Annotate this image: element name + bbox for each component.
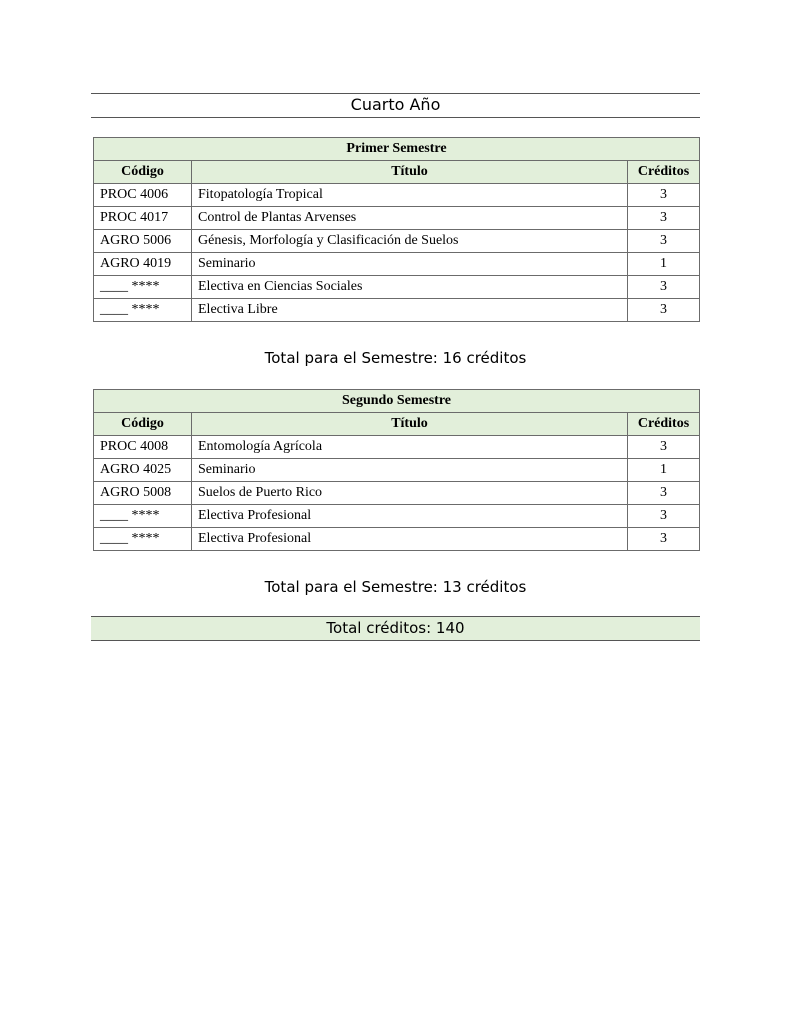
table-row <box>94 253 700 276</box>
course-code: AGRO 4019 <box>94 253 192 276</box>
course-code: PROC 4008 <box>94 436 192 459</box>
course-credits: 3 <box>628 276 700 299</box>
table-row <box>94 276 700 299</box>
course-code: ____ **** <box>94 528 192 551</box>
semester-total: Total para el Semestre: 16 créditos <box>264 349 527 367</box>
course-title: Seminario <box>192 459 628 482</box>
table-row <box>94 482 700 505</box>
course-code: AGRO 4025 <box>94 459 192 482</box>
course-title: Seminario <box>192 253 628 276</box>
course-credits: 3 <box>628 230 700 253</box>
semester-total: Total para el Semestre: 13 créditos <box>264 578 527 596</box>
course-credits: 1 <box>628 459 700 482</box>
column-header-credits: Créditos <box>628 413 700 436</box>
table-row <box>94 184 700 207</box>
course-code: AGRO 5008 <box>94 482 192 505</box>
table-row <box>94 230 700 253</box>
year-title: Cuarto Año <box>91 93 700 118</box>
course-credits: 1 <box>628 253 700 276</box>
course-code: ____ **** <box>94 276 192 299</box>
course-title: Control de Plantas Arvenses <box>192 207 628 230</box>
table-row <box>94 436 700 459</box>
table-row <box>94 505 700 528</box>
course-title: Génesis, Morfología y Clasificación de Suelos <box>192 230 628 253</box>
course-code: PROC 4006 <box>94 184 192 207</box>
course-code: ____ **** <box>94 505 192 528</box>
course-title: Electiva Profesional <box>192 528 628 551</box>
course-credits: 3 <box>628 528 700 551</box>
course-credits: 3 <box>628 299 700 322</box>
course-code: AGRO 5006 <box>94 230 192 253</box>
grand-total: Total créditos: 140 <box>91 616 700 641</box>
table-row <box>94 459 700 482</box>
column-header-title: Título <box>192 161 628 184</box>
course-title: Suelos de Puerto Rico <box>192 482 628 505</box>
column-header-code: Código <box>94 161 192 184</box>
course-title: Electiva Profesional <box>192 505 628 528</box>
course-credits: 3 <box>628 207 700 230</box>
table-row <box>94 528 700 551</box>
semester-table-2 <box>93 389 700 551</box>
column-header-credits: Créditos <box>628 161 700 184</box>
course-credits: 3 <box>628 184 700 207</box>
course-credits: 3 <box>628 482 700 505</box>
course-title: Electiva en Ciencias Sociales <box>192 276 628 299</box>
semester-table-1 <box>93 137 700 322</box>
column-header-title: Título <box>192 413 628 436</box>
course-title: Entomología Agrícola <box>192 436 628 459</box>
course-title: Fitopatología Tropical <box>192 184 628 207</box>
semester-name: Segundo Semestre <box>94 390 700 413</box>
semester-name: Primer Semestre <box>94 138 700 161</box>
course-credits: 3 <box>628 436 700 459</box>
table-row <box>94 299 700 322</box>
course-title: Electiva Libre <box>192 299 628 322</box>
table-row <box>94 207 700 230</box>
course-code: PROC 4017 <box>94 207 192 230</box>
column-header-code: Código <box>94 413 192 436</box>
course-credits: 3 <box>628 505 700 528</box>
course-code: ____ **** <box>94 299 192 322</box>
